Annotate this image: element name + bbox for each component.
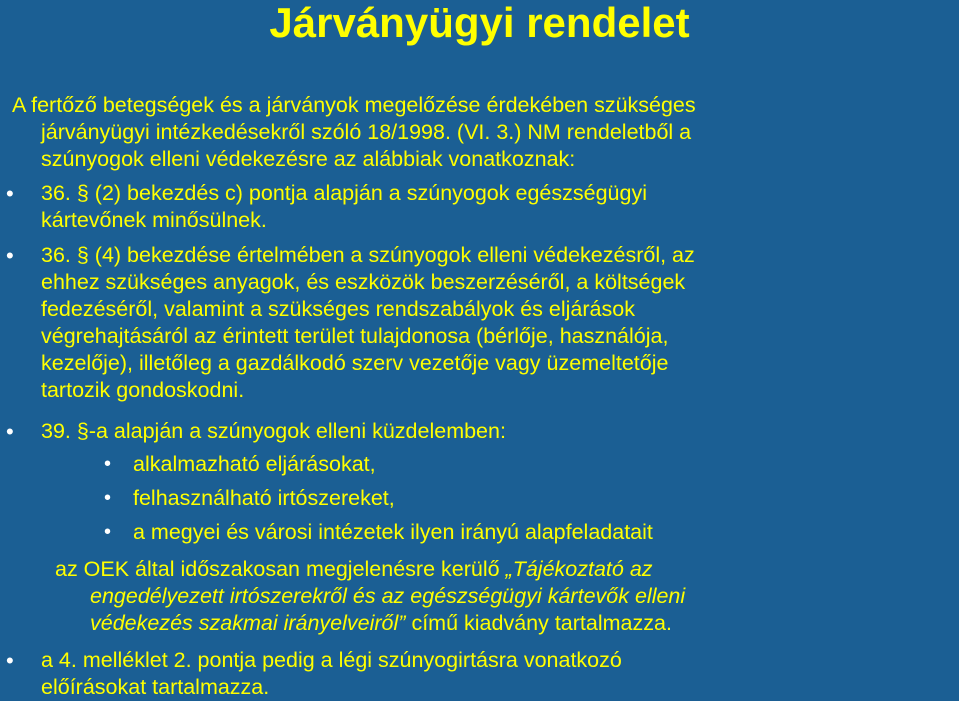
oek-paragraph-line <box>90 610 672 637</box>
sub-bullet-icon: • <box>104 453 112 475</box>
sub-item: felhasználható irtószereket, <box>133 486 395 510</box>
bullet-icon: • <box>6 181 14 206</box>
intro-line: A fertőző betegségek és a járványok megelőzése érdekében szükséges <box>12 93 696 117</box>
bullet-icon: • <box>6 419 14 444</box>
bullet-line: fedezéséről, valamint a szükséges rendszabályok és eljárások <box>41 297 635 321</box>
oek-publication-title: védekezés szakmai irányelveiről” <box>90 611 406 635</box>
oek-paragraph-line <box>55 556 653 583</box>
oek-text: című kiadvány tartalmazza. <box>405 611 672 635</box>
slide-title: Járványügyi rendelet <box>269 0 690 46</box>
bullet-line: tartozik gondoskodni. <box>41 378 245 402</box>
intro-line: szúnyogok elleni védekezésre az alábbiak vonatkoznak: <box>41 147 576 171</box>
sub-bullet-icon: • <box>104 487 112 509</box>
bullet-line: 39. §-a alapján a szúnyogok elleni küzdelemben: <box>41 419 506 443</box>
bullet-line: kártevőnek minősülnek. <box>41 208 267 232</box>
bullet-icon: • <box>6 648 14 673</box>
bullet-line: 36. § (4) bekezdése értelmében a szúnyogok elleni védekezésről, az <box>41 243 695 267</box>
intro-line: járványügyi intézkedésekről szóló 18/1998. (VI. 3.) NM rendeletből a <box>41 120 692 144</box>
sub-bullet-icon: • <box>104 521 112 543</box>
bullet-line: 36. § (2) bekezdés c) pontja alapján a szúnyogok egészségügyi <box>41 181 647 205</box>
bullet-icon: • <box>6 243 14 268</box>
bullet-line: ehhez szükséges anyagok, és eszközök beszerzéséről, a költségek <box>41 270 686 294</box>
sub-item: a megyei és városi intézetek ilyen irányú alapfeladatait <box>133 520 653 544</box>
bullet-line: a 4. melléklet 2. pontja pedig a légi szúnyogirtásra vonatkozó <box>41 648 622 672</box>
bullet-line: végrehajtásáról az érintett terület tulajdonosa (bérlője, használója, <box>41 324 669 348</box>
oek-publication-title: engedélyezett irtószerekről és az egészségügyi kártevők elleni <box>90 584 686 608</box>
bullet-line: előírásokat tartalmazza. <box>41 675 270 699</box>
oek-publication-title: „Tájékoztató az <box>505 557 653 581</box>
bullet-line: kezelője), illetőleg a gazdálkodó szerv vezetője vagy üzemeltetője <box>41 351 669 375</box>
sub-item: alkalmazható eljárásokat, <box>133 452 376 476</box>
oek-text: az OEK által időszakosan megjelenésre kerülő <box>55 557 506 581</box>
